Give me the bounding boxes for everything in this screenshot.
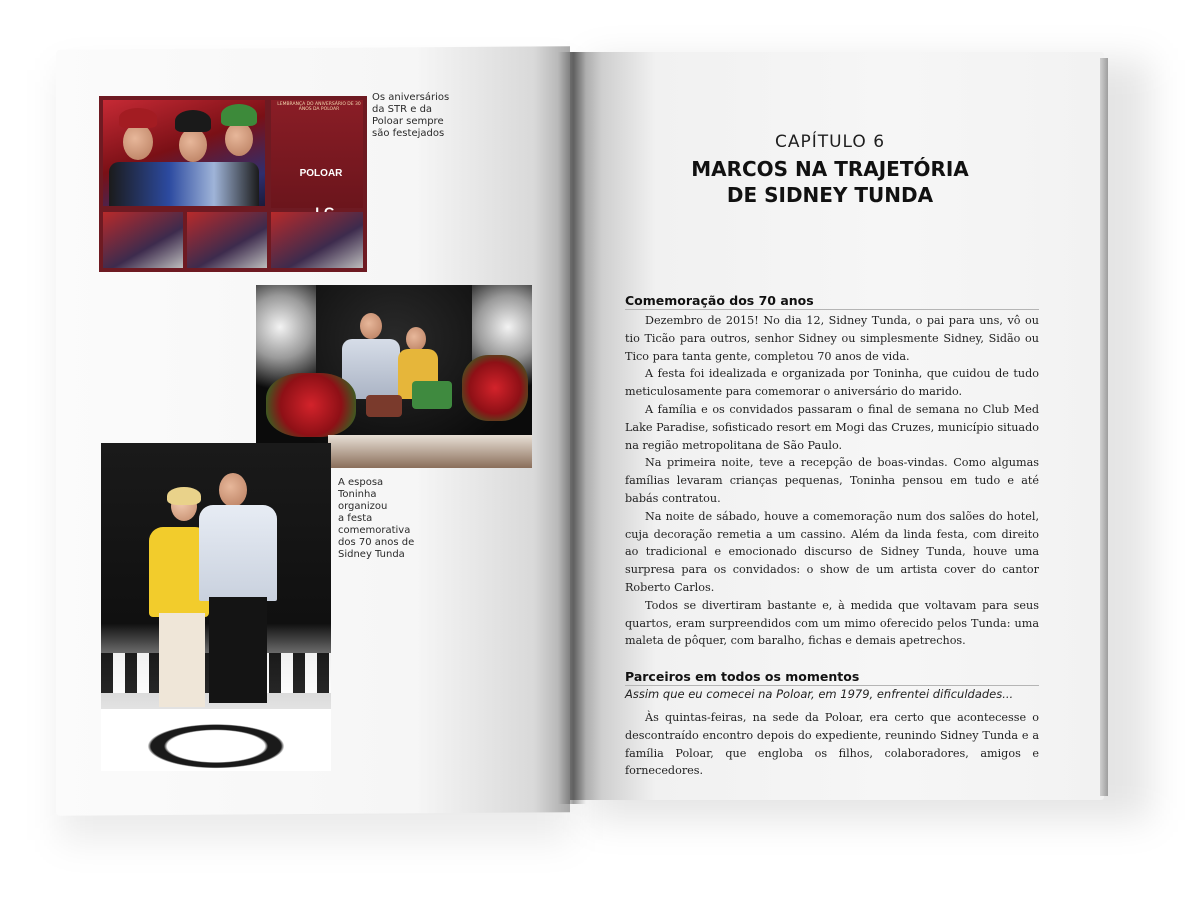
right-page-edge xyxy=(1100,58,1108,796)
section-heading-70-years: Comemoração dos 70 anos xyxy=(625,293,1039,310)
section-body-partners xyxy=(625,709,1039,780)
paragraph: A família e os convidados passaram o final de semana no Club Med Lake Paradise, sofisticado resort em Mogi das Cruzes, município situado na região metropolitana de São Paulo. xyxy=(625,402,1039,452)
section-heading-partners: Parceiros em todos os momentos xyxy=(625,669,1039,686)
chapter-title xyxy=(620,156,1040,208)
photo-cake-table xyxy=(256,285,532,468)
poloar-logo: POLOAR xyxy=(299,168,343,179)
paragraph: Na noite de sábado, houve a comemoração num dos salões do hotel, cuja decoração remetia a um cassino. Além da linda festa, com direito ao tradicional e emocionado discurso de Sidney Tunda, houve uma surpresa para os convidados: o show de um artista cover do cantor Roberto Carlos. xyxy=(625,509,1039,594)
section-body-70-years xyxy=(625,312,1039,650)
paragraph: Às quintas-feiras, na sede da Poloar, era certo que acontecesse o descontraído encontro depois do expediente, reunindo Sidney Tunda e a família Poloar, que engloba os filhos, colaboradores, amigos e fornecedores. xyxy=(625,711,1039,778)
photo-anniversary-collage xyxy=(99,96,367,272)
chapter-number: CAPÍTULO 6 xyxy=(774,132,886,152)
paragraph: Dezembro de 2015! No dia 12, Sidney Tunda, o pai para uns, vô ou tio Ticão para outros, senhor Sidney ou simplesmente Sidney, Sidão ou Tico para tanta gente, completou 70 anos de vida. xyxy=(625,314,1039,363)
chapter-title-line-2: DE SIDNEY TUNDA xyxy=(726,183,934,207)
chapter-title-line-1: MARCOS NA TRAJETÓRIA xyxy=(691,157,969,181)
paragraph: Todos se divertiram bastante e, à medida que voltavam para seus quartos, eram surpreendidos com um mimo oferecido pelos Tunda: uma maleta de pôquer, com baralho, fichas e demais apetrechos. xyxy=(625,598,1039,648)
photo-group-portrait xyxy=(103,100,265,206)
paragraph: Na primeira noite, teve a recepção de boas-vindas. Como algumas famílias levaram crianças pequenas, Toninha pensou em tudo e até babás contratou. xyxy=(625,456,1039,505)
photo-caption-anniversaries: Os aniversários da STR e da Poloar sempre são festejados xyxy=(372,92,450,139)
section-subheading-partners: Assim que eu comecei na Poloar, em 1979, enfrentei dificuldades... xyxy=(625,687,1014,701)
photo-thumbnail-strip xyxy=(103,212,363,268)
poloar-banner xyxy=(271,100,363,208)
paragraph: A festa foi idealizada e organizada por Toninha, que cuidou de tudo meticulosamente para comemorar o aniversário do marido. xyxy=(625,367,1039,399)
book-spine xyxy=(558,52,586,804)
souvenir-text: LEMBRANÇA DO ANIVERSÁRIO DE 30 ANOS DA POLOAR xyxy=(277,102,361,112)
photo-couple xyxy=(101,443,331,771)
photo-caption-wife: A esposa Toninha organizou a festa comemorativa dos 70 anos de Sidney Tunda xyxy=(338,477,415,560)
